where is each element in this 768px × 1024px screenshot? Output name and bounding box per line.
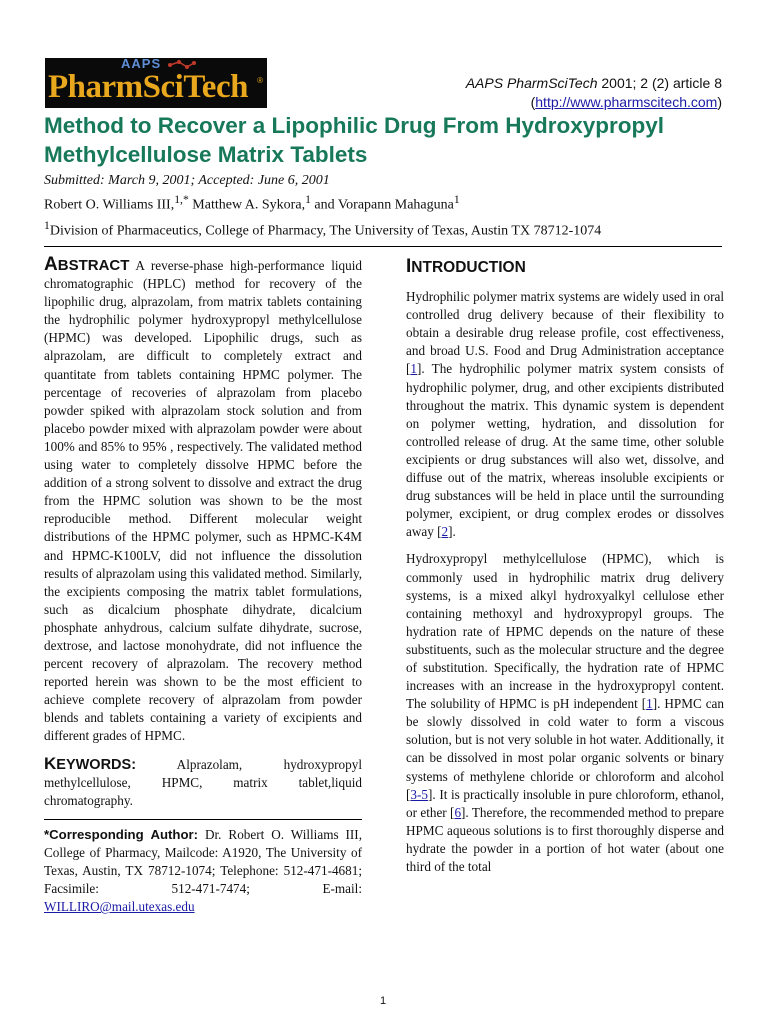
citation-link[interactable]: 2 (441, 524, 449, 540)
citation-link[interactable]: 3-5 (410, 786, 428, 802)
author-email-link[interactable]: WILLIRO@mail.utexas.edu (44, 899, 195, 915)
corresponding-author (44, 826, 362, 916)
author-2-affiliation: 1 (305, 193, 311, 206)
author-1-affiliation: 1,* (174, 193, 189, 206)
journal-name: AAPS PharmSciTech (465, 75, 598, 91)
abstract-paragraph (44, 256, 362, 746)
corresponding-label: *Corresponding Author: (44, 826, 199, 842)
citation-link[interactable]: 1 (410, 361, 417, 377)
introduction-paragraph-1: Hydrophilic polymer matrix systems are widely used in oral controlled drug delivery because of their flexibility to obtain a desirable drug release profile, cost effectiveness, and broad U.S. Food and Drug Administration acceptance [1]. The hydrophilic polymer matrix system consists of hydrophilic polymer, drug, and other excipients distributed throughout the matrix. This dynamic system is dependent on polymer wetting, hydration, and dissolution for controlled release of drug. At the same time, other soluble excipients or drug substances will also wet, dissolve, and diffuse out of the matrix, whereas insoluble excipients or drug substances will be held in place until the surrounding polymer, excipient, or drug complex erodes or dissolves away [2]. (406, 289, 724, 540)
citation-link[interactable]: 6 (454, 804, 462, 820)
journal-reference: AAPS PharmSciTech 2001; 2 (2) article 8 (http://www.pharmscitech.com) (465, 75, 722, 110)
paper-title: Method to Recover a Lipophilic Drug From Hydroxypropyl Methylcellulose Matrix Tablets (44, 113, 665, 167)
author-1: Robert O. Williams III, (44, 197, 175, 213)
author-list (44, 193, 460, 214)
affiliation-text: Division of Pharmaceutics, College of Pharmacy, The University of Texas, Austin TX 78712-1074 (49, 223, 602, 239)
author-3-affiliation: 1 (453, 193, 460, 206)
keywords-paragraph (44, 755, 362, 810)
header-divider (44, 246, 722, 247)
right-column (406, 256, 724, 885)
journal-url-link[interactable]: http://www.pharmscitech.com (535, 94, 718, 110)
citation-link[interactable]: 1 (646, 696, 653, 712)
registered-mark: ® (257, 76, 263, 85)
journal-logo (45, 58, 267, 108)
affiliation (44, 219, 601, 240)
introduction-heading: INTRODUCTION (406, 256, 526, 277)
author-3: and Vorapann Mahaguna (310, 197, 454, 213)
logo-aaps-text: AAPS (121, 56, 162, 71)
abstract-heading: ABSTRACT (44, 254, 130, 275)
corresponding-text: Dr. Robert O. Williams III, College of Pharmacy, Mailcode: A1920, The University of Texas, Austin, TX 78712-1074; Telephone: 512-471-4681; Facsimile: 512-471-7474; E-mail: (44, 826, 362, 897)
left-column (44, 256, 362, 916)
abstract-text: A reverse-phase high-performance liquid chromatographic (HPLC) method for recovery of the lipophilic drug, alprazolam, from matrix tablets containing the hydrophilic polymer hydroxypropyl methylcellulose (HPMC) was developed. Lipophilic drugs, such as alprazolam, are difficult to completely extract and quantitate from tablets containing HPMC polymer. The percentage of recoveries of alprazolam from placebo powder spiked with alprazolam stock solution and from placebo powder mixed with alprazolam powder were about 100% and 85% to 95% , respectively. The validated method using water to completely dissolve HPMC before the addition of a strong solvent to dissolve and extract the drug from the HPMC solution was shown to be the most reproducible method. Different molecular weight distributions of the HPMC polymer, such as HPMC-K4M and HPMC-K100LV, did not influence the dissolution results of alprazolam using this validated method. Similarly, the excipients composing the matrix tablet formulations, such as dicalcium phosphate dihydrate, dicalcium phosphate anhydrous, calcium sulfate dihydrate, sucrose, dextrose, and lactose monohydrate, did not influence the percent recovery of alprazolam. The recovery method reported herein was shown to be the most efficient to achieve complete recovery of alprazolam from powder blends and tablets containing a variety of excipients and different grades of HPMC. (44, 258, 362, 744)
journal-citation: 2001; 2 (2) article 8 (597, 75, 722, 91)
introduction-paragraph-2: Hydroxypropyl methylcellulose (HPMC), which is commonly used in hydrophilic matrix drug delivery systems, is a mixed alkyl hydroxyalkyl cellulose ether containing methoxyl and hydroxypropyl groups. The hydration rate of HPMC depends on the nature of these substituents, such as the molecular structure and the degree of substitution. Specifically, the hydration rate of HPMC increases with an increase in the hydroxypropyl content. The solubility of HPMC is pH independent [1]. HPMC can be slowly dissolved in cold water to form a viscous solution, but is not very soluble in hot water. Additionally, it can be dissolved in most polar organic solvents or binary systems of methylene chloride or chloroform and alcohol [3-5]. It is practically insoluble in pure chloroform, ethanol, or ether [6]. Therefore, the recommended method to prepare HPMC aqueous solutions is to first thoroughly disperse and hydrate the powder in a portion of hot water (about one third of the total (406, 551, 725, 874)
footnote-divider (44, 819, 362, 820)
author-2: Matthew A. Sykora, (188, 197, 306, 213)
page-number: 1 (380, 995, 387, 1007)
keywords-text: Alprazolam, hydroxypropyl methylcellulose, HPMC, matrix tablet,liquid chromatography. (44, 756, 362, 808)
keywords-heading: KEYWORDS: (44, 753, 137, 773)
submission-dates: Submitted: March 9, 2001; Accepted: June 6, 2001 (44, 173, 330, 188)
logo-main-text: PharmSciTech (48, 69, 248, 105)
affiliation-marker: 1 (44, 219, 50, 232)
